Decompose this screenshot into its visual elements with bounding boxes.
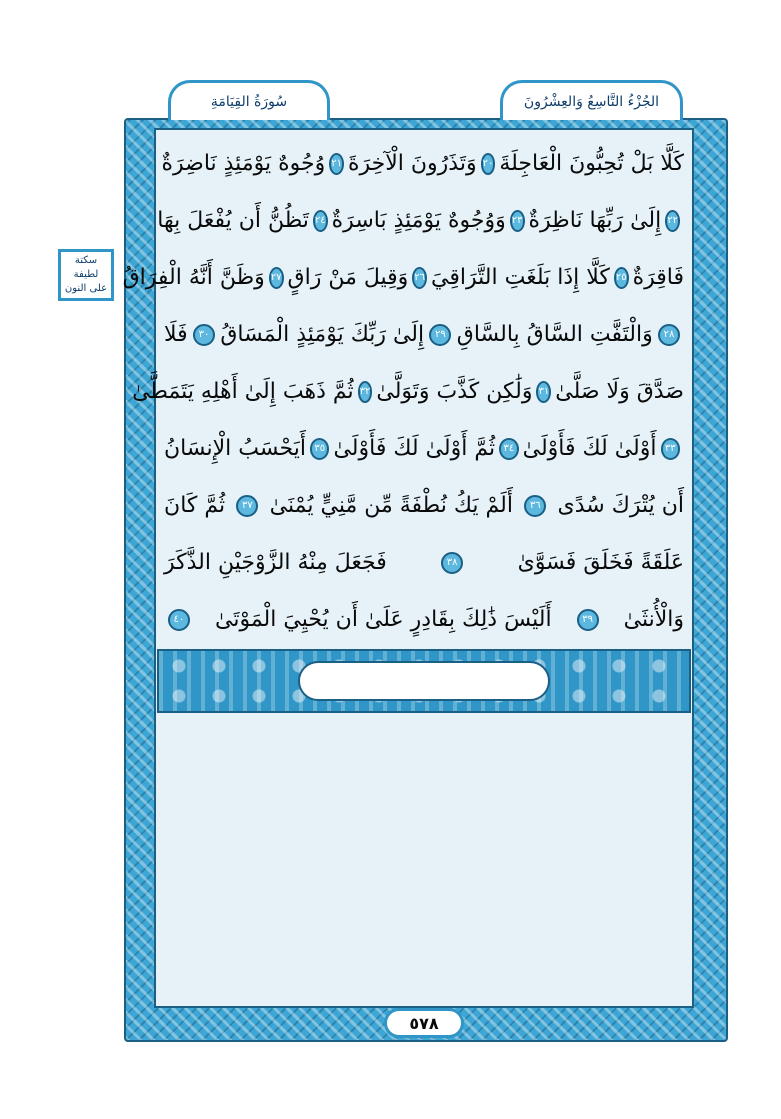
verse-text: فَجَعَلَ مِنْهُ الزَّوْجَيْنِ الذَّكَرَ xyxy=(164,550,387,575)
ayah-number-marker: ٢١ xyxy=(329,153,344,175)
verse-text: وَلَٰكِن كَذَّبَ وَتَوَلَّىٰ xyxy=(376,379,533,404)
ayah-number-marker: ٢٨ xyxy=(658,324,680,346)
verse-text: أَلَمْ يَكُ نُطْفَةً مِّن مَّنِيٍّ يُمْنَىٰ xyxy=(269,493,513,518)
verse-text: وَوُجُوهٌ يَوْمَئِذٍ بَاسِرَةٌ xyxy=(331,208,506,233)
verse-line xyxy=(132,363,686,420)
ayah-number-marker: ٣٧ xyxy=(236,495,258,517)
verse-text: وَقِيلَ مَنْ رَاقٍ xyxy=(287,265,409,290)
ayah-number-marker: ٢٢ xyxy=(665,210,680,232)
verse-text: ثُمَّ ذَهَبَ إِلَىٰ أَهْلِهِ يَتَمَطَّىٰ xyxy=(132,379,354,404)
ayah-number-marker: ٢٣ xyxy=(510,210,525,232)
surah-name-tab xyxy=(168,80,330,120)
side-marker xyxy=(58,249,114,301)
ayah-number-marker: ٣٨ xyxy=(441,552,463,574)
verse-text: أَلَيْسَ ذَٰلِكَ بِقَادِرٍ عَلَىٰ أَن يُحْيِيَ الْمَوْتَىٰ xyxy=(215,607,552,632)
verse-text: فَاقِرَةٌ xyxy=(632,265,684,290)
ayah-number-marker: ٣٦ xyxy=(524,495,546,517)
verse-line xyxy=(162,420,686,477)
verse-text: صَدَّقَ وَلَا صَلَّىٰ xyxy=(555,379,684,404)
juz-name-tab xyxy=(500,80,683,120)
verse-line xyxy=(162,534,686,591)
ayah-number-marker: ٢٩ xyxy=(429,324,451,346)
verse-line xyxy=(162,306,686,363)
page-number-badge xyxy=(384,1008,464,1038)
verse-text: وَالْتَفَّتِ السَّاقُ بِالسَّاقِ xyxy=(456,322,653,347)
ayah-number-marker: ٣٠ xyxy=(193,324,215,346)
verse-text: فَلَا xyxy=(164,322,188,347)
verse-line xyxy=(162,477,686,534)
verse-text: أَن يُتْرَكَ سُدًى xyxy=(557,493,684,518)
verse-text: كَلَّا بَلْ تُحِبُّونَ الْعَاجِلَةَ xyxy=(499,151,684,176)
ornamental-divider-center xyxy=(298,661,550,701)
verse-text: وَتَذَرُونَ الْآخِرَةَ xyxy=(347,151,477,176)
verse-text: وَظَنَّ أَنَّهُ الْفِرَاقُ xyxy=(122,265,265,290)
verse-text: وُجُوهٌ يَوْمَئِذٍ نَاضِرَةٌ xyxy=(161,151,326,176)
ayah-number-marker: ٢٤ xyxy=(313,210,328,232)
ayah-number-marker: ٣٢ xyxy=(358,381,373,403)
ayah-number-marker: ٢٧ xyxy=(269,267,284,289)
verse-line xyxy=(157,192,686,249)
ayah-number-marker: ٤٠ xyxy=(168,609,190,631)
ayah-number-marker: ٣٤ xyxy=(499,438,519,460)
verse-text: إِلَىٰ رَبِّهَا نَاظِرَةٌ xyxy=(528,208,662,233)
ayah-number-marker: ٣٥ xyxy=(310,438,330,460)
verse-line xyxy=(162,135,686,192)
verse-text: إِلَىٰ رَبِّكَ يَوْمَئِذٍ الْمَسَاقُ xyxy=(220,322,425,347)
verse-text: وَالْأُنثَىٰ xyxy=(623,607,684,632)
verse-text: تَظُنُّ أَن يُفْعَلَ بِهَا xyxy=(157,208,309,233)
verse-text: عَلَقَةً فَخَلَقَ فَسَوَّىٰ xyxy=(517,550,684,575)
ayah-number-marker: ٣٩ xyxy=(577,609,599,631)
verse-line xyxy=(122,249,686,306)
side-marker-line2: على النون xyxy=(64,283,108,294)
verse-text: ثُمَّ كَانَ xyxy=(164,493,226,518)
surah-name: سُورَةُ القِيَامَةِ xyxy=(210,93,288,110)
ayah-number-marker: ٢٦ xyxy=(412,267,427,289)
side-marker-line1: سكتة لطيفة xyxy=(73,255,99,280)
verse-text: أَيَحْسَبُ الْإِنسَانُ xyxy=(164,436,306,461)
verse-lines xyxy=(122,135,686,648)
verse-text: أَوْلَىٰ لَكَ فَأَوْلَىٰ xyxy=(522,436,657,461)
juz-name: الجُزْءُ التَّاسِعُ وَالعِشْرُونَ xyxy=(523,93,660,110)
ayah-number-marker: ٢٠ xyxy=(481,153,496,175)
verse-line xyxy=(162,591,686,648)
ayah-number-marker: ٢٥ xyxy=(614,267,629,289)
ayah-number-marker: ٣٣ xyxy=(661,438,681,460)
verse-text: كَلَّا إِذَا بَلَغَتِ التَّرَاقِيَ xyxy=(431,265,610,290)
page-number: ٥٧٨ xyxy=(409,1013,439,1033)
verse-text: ثُمَّ أَوْلَىٰ لَكَ فَأَوْلَىٰ xyxy=(333,436,496,461)
ayah-number-marker: ٣١ xyxy=(536,381,551,403)
